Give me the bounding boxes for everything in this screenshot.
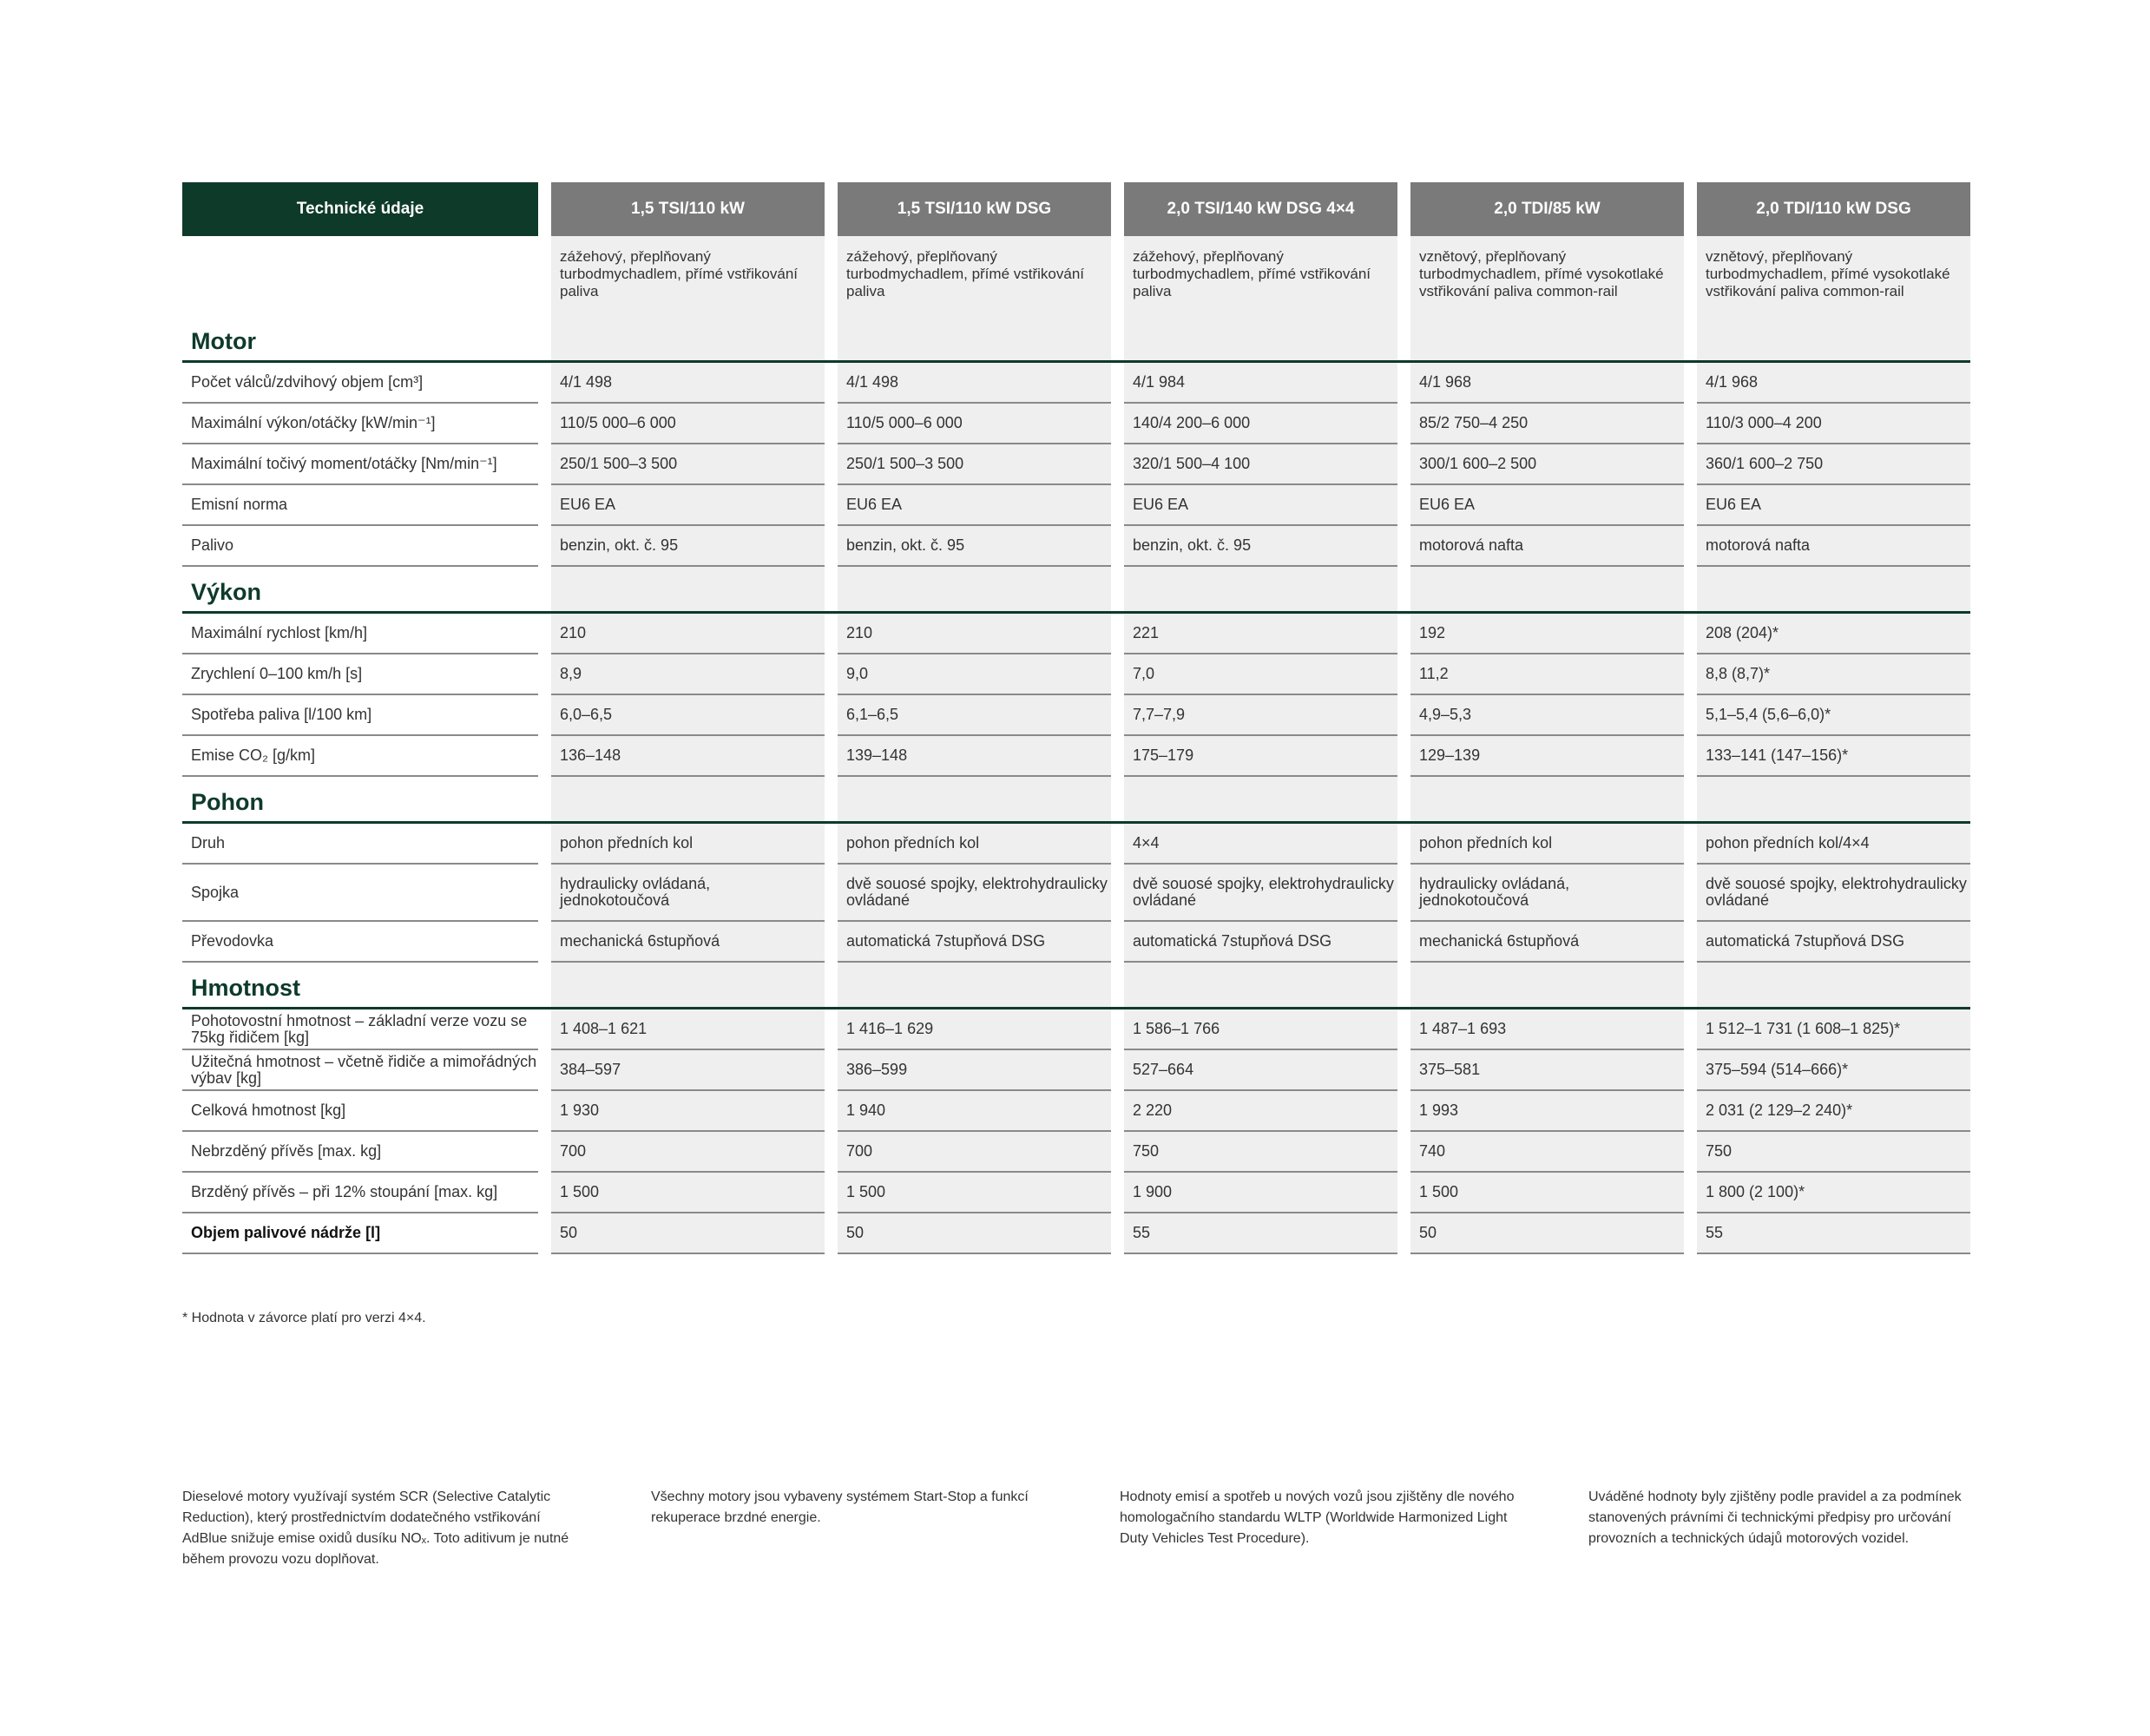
row-value: 4/1 984 [1124,363,1397,404]
row-value: 50 [1410,1213,1684,1254]
table-title: Technické údaje [182,182,538,236]
table-row [182,1213,1970,1254]
section-spacer [551,567,825,614]
row-value: 700 [551,1132,825,1173]
row-label: Objem palivové nádrže [l] [182,1213,538,1254]
table-row [182,1050,1970,1091]
row-value: 1 512–1 731 (1 608–1 825)* [1697,1009,1970,1050]
row-value: 85/2 750–4 250 [1410,404,1684,444]
row-value: 1 940 [838,1091,1111,1132]
row-value: 192 [1410,614,1684,654]
row-value: 1 408–1 621 [551,1009,825,1050]
row-value: 4/1 498 [838,363,1111,404]
section-spacer [1124,963,1397,1009]
footer-note: Uváděné hodnoty byly zjištěny podle pravidel a za podmínek stanovených právními či technickými předpisy pro určování provozních a technických údajů motorových vozidel. [1588,1489,1962,1546]
row-value: 740 [1410,1132,1684,1173]
row-value: 8,8 (8,7)* [1697,654,1970,695]
row-value: 129–139 [1410,736,1684,777]
section-spacer [1410,567,1684,614]
table-row [182,654,1970,695]
section-spacer [838,963,1111,1009]
row-value: 1 900 [1124,1173,1397,1213]
column-header: 2,0 TSI/140 kW DSG 4×4 [1124,182,1397,236]
row-value: 1 586–1 766 [1124,1009,1397,1050]
table-row [182,485,1970,526]
row-value: benzin, okt. č. 95 [1124,526,1397,567]
row-label: Pohotovostní hmotnost – základní verze vozu se 75kg řidičem [kg] [182,1009,538,1050]
row-value: 1 500 [551,1173,825,1213]
header-row [182,182,1970,236]
row-value: automatická 7stupňová DSG [1697,922,1970,963]
row-value: pohon předních kol [1410,824,1684,865]
row-value: 4,9–5,3 [1410,695,1684,736]
row-value: 55 [1124,1213,1397,1254]
row-value: 210 [838,614,1111,654]
row-value: EU6 EA [551,485,825,526]
section-title: Pohon [182,777,538,824]
row-value: 4×4 [1124,824,1397,865]
row-value: dvě souosé spojky, elektrohydraulicky ovládané [1697,865,1970,922]
section-title: Hmotnost [182,963,538,1009]
engine-description: zážehový, přeplňovaný turbodmychadlem, přímé vstřikování paliva [551,236,825,316]
row-value: 139–148 [838,736,1111,777]
table-row [182,614,1970,654]
section-spacer [1410,316,1684,363]
row-label: Spotřeba paliva [l/100 km] [182,695,538,736]
section-spacer [1697,777,1970,824]
row-value: 11,2 [1410,654,1684,695]
row-value: 1 993 [1410,1091,1684,1132]
table-row [182,526,1970,567]
row-value: 133–141 (147–156)* [1697,736,1970,777]
row-value: motorová nafta [1410,526,1684,567]
row-label: Zrychlení 0–100 km/h [s] [182,654,538,695]
table-row [182,363,1970,404]
row-value: 750 [1124,1132,1397,1173]
row-value: 750 [1697,1132,1970,1173]
section-spacer [1124,316,1397,363]
row-value: automatická 7stupňová DSG [1124,922,1397,963]
row-label: Brzděný přívěs – při 12% stoupání [max. kg] [182,1173,538,1213]
row-value: 9,0 [838,654,1111,695]
footer-note: Dieselové motory využívají systém SCR (Selective Catalytic Reduction), který prostřednictvím dodatečného vstřikování AdBlue snižuje emise oxidů dusíku NOₓ. Toto aditivum je nutné během provozu vozu doplňovat. [182,1489,569,1567]
row-value: 1 930 [551,1091,825,1132]
row-value: 7,0 [1124,654,1397,695]
row-value: EU6 EA [838,485,1111,526]
section-header-row [182,316,1970,363]
row-value: 4/1 968 [1410,363,1684,404]
row-value: 1 800 (2 100)* [1697,1173,1970,1213]
row-value: 210 [551,614,825,654]
table-row [182,1173,1970,1213]
table-row [182,404,1970,444]
section-spacer [838,567,1111,614]
row-value: 110/5 000–6 000 [838,404,1111,444]
row-label: Emisní norma [182,485,538,526]
section-spacer [838,777,1111,824]
row-value: 208 (204)* [1697,614,1970,654]
row-value: dvě souosé spojky, elektrohydraulicky ovládané [1124,865,1397,922]
row-value: pohon předních kol [838,824,1111,865]
engine-description: vznětový, přeplňovaný turbodmychadlem, přímé vysokotlaké vstřikování paliva common-rail [1697,236,1970,316]
table-row [182,922,1970,963]
column-header: 2,0 TDI/110 kW DSG [1697,182,1970,236]
row-value: 1 500 [1410,1173,1684,1213]
row-value: 8,9 [551,654,825,695]
footer-note: Všechny motory jsou vybaveny systémem Start-Stop a funkcí rekuperace brzdné energie. [651,1489,1029,1525]
row-value: 50 [551,1213,825,1254]
row-label: Maximální výkon/otáčky [kW/min⁻¹] [182,404,538,444]
row-value: motorová nafta [1697,526,1970,567]
engine-description-row [182,236,1970,316]
row-value: 2 220 [1124,1091,1397,1132]
row-value: EU6 EA [1410,485,1684,526]
section-spacer [1410,777,1684,824]
table-row [182,1132,1970,1173]
row-label: Palivo [182,526,538,567]
row-value: 1 500 [838,1173,1111,1213]
row-value: automatická 7stupňová DSG [838,922,1111,963]
row-value: 175–179 [1124,736,1397,777]
row-value: EU6 EA [1697,485,1970,526]
row-value: mechanická 6stupňová [1410,922,1684,963]
engine-description: zážehový, přeplňovaný turbodmychadlem, přímé vstřikování paliva [838,236,1111,316]
row-value: hydraulicky ovládaná, jednokotoučová [551,865,825,922]
table-row [182,1091,1970,1132]
row-value: 1 416–1 629 [838,1009,1111,1050]
row-value: EU6 EA [1124,485,1397,526]
section-spacer [551,963,825,1009]
row-label: Maximální točivý moment/otáčky [Nm/min⁻¹] [182,444,538,485]
section-header-row [182,963,1970,1009]
row-value: dvě souosé spojky, elektrohydraulicky ovládané [838,865,1111,922]
column-header: 1,5 TSI/110 kW [551,182,825,236]
table-row [182,824,1970,865]
row-value: pohon předních kol [551,824,825,865]
spec-table [182,182,1970,1254]
row-value: hydraulicky ovládaná, jednokotoučová [1410,865,1684,922]
row-label: Emise CO₂ [g/km] [182,736,538,777]
engine-description: zážehový, přeplňovaný turbodmychadlem, přímé vstřikování paliva [1124,236,1397,316]
row-value: 50 [838,1213,1111,1254]
row-label: Počet válců/zdvihový objem [cm³] [182,363,538,404]
row-value: benzin, okt. č. 95 [551,526,825,567]
row-value: benzin, okt. č. 95 [838,526,1111,567]
row-value: 110/5 000–6 000 [551,404,825,444]
row-label: Druh [182,824,538,865]
row-value: 6,1–6,5 [838,695,1111,736]
row-value: 4/1 498 [551,363,825,404]
row-label: Celková hmotnost [kg] [182,1091,538,1132]
section-title: Motor [182,316,538,363]
table-row [182,736,1970,777]
row-value: 140/4 200–6 000 [1124,404,1397,444]
section-spacer [1697,316,1970,363]
section-header-row [182,567,1970,614]
row-value: 2 031 (2 129–2 240)* [1697,1091,1970,1132]
row-value: 375–594 (514–666)* [1697,1050,1970,1091]
footer-note: Hodnoty emisí a spotřeb u nových vozů jsou zjištěny dle nového homologačního standardu WLTP (Worldwide Harmonized Light Duty Vehicles Test Procedure). [1120,1489,1515,1546]
section-header-row [182,777,1970,824]
row-value: 360/1 600–2 750 [1697,444,1970,485]
row-label: Užitečná hmotnost – včetně řidiče a mimořádných výbav [kg] [182,1050,538,1091]
row-value: 386–599 [838,1050,1111,1091]
row-value: pohon předních kol/4×4 [1697,824,1970,865]
row-value: 375–581 [1410,1050,1684,1091]
row-value: 221 [1124,614,1397,654]
row-value: 300/1 600–2 500 [1410,444,1684,485]
row-value: 4/1 968 [1697,363,1970,404]
section-spacer [551,777,825,824]
row-value: 6,0–6,5 [551,695,825,736]
row-value: 5,1–5,4 (5,6–6,0)* [1697,695,1970,736]
row-value: 384–597 [551,1050,825,1091]
row-value: 1 487–1 693 [1410,1009,1684,1050]
section-spacer [551,316,825,363]
table-row [182,444,1970,485]
row-value: 55 [1697,1213,1970,1254]
column-header: 1,5 TSI/110 kW DSG [838,182,1111,236]
row-label: Spojka [182,865,538,922]
row-value: 136–148 [551,736,825,777]
table-row [182,1009,1970,1050]
row-value: 110/3 000–4 200 [1697,404,1970,444]
row-value: 250/1 500–3 500 [551,444,825,485]
row-value: 700 [838,1132,1111,1173]
table-row [182,695,1970,736]
row-label: Nebrzděný přívěs [max. kg] [182,1132,538,1173]
section-spacer [1124,777,1397,824]
row-value: 527–664 [1124,1050,1397,1091]
column-header: 2,0 TDI/85 kW [1410,182,1684,236]
row-value: 7,7–7,9 [1124,695,1397,736]
engine-description: vznětový, přeplňovaný turbodmychadlem, přímé vysokotlaké vstřikování paliva common-rail [1410,236,1684,316]
row-value: mechanická 6stupňová [551,922,825,963]
section-spacer [838,316,1111,363]
footnote: * Hodnota v závorce platí pro verzi 4×4. [182,1311,426,1325]
row-label: Maximální rychlost [km/h] [182,614,538,654]
table-row [182,865,1970,922]
section-spacer [1124,567,1397,614]
row-value: 250/1 500–3 500 [838,444,1111,485]
row-value: 320/1 500–4 100 [1124,444,1397,485]
section-spacer [1697,963,1970,1009]
section-spacer [1410,963,1684,1009]
section-spacer [1697,567,1970,614]
row-label: Převodovka [182,922,538,963]
section-title: Výkon [182,567,538,614]
